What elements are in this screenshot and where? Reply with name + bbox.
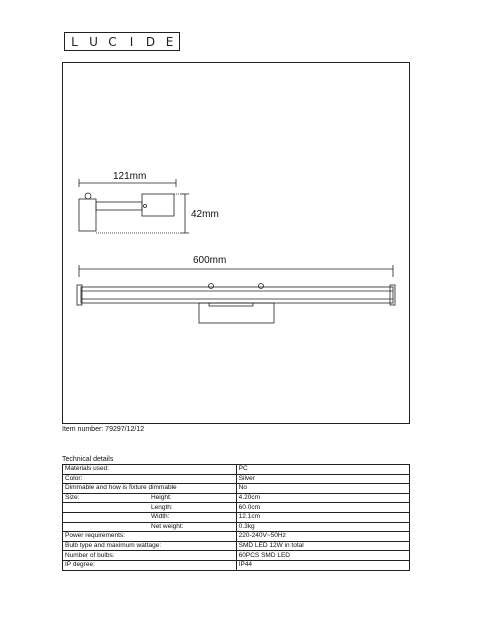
technical-drawing — [63, 63, 411, 425]
logo-letter: U — [89, 34, 98, 49]
lamp-bar — [81, 287, 393, 303]
lamp-head — [142, 194, 174, 216]
spec-label: Size: — [65, 494, 80, 502]
table-row — [63, 493, 410, 503]
table-row — [63, 512, 410, 522]
brand-logo — [64, 32, 180, 51]
spec-label: IP degree: — [63, 560, 237, 570]
spec-value: 60.0cm — [236, 503, 409, 513]
spec-value: 12.1cm — [236, 512, 409, 522]
logo-letter: E — [165, 34, 174, 49]
table-row — [63, 541, 410, 551]
dim-label-length: 600mm — [193, 255, 227, 266]
spec-value: 220-240V~50Hz — [236, 532, 409, 542]
dim-label-width: 121mm — [113, 171, 147, 182]
table-row — [63, 503, 410, 513]
arm — [96, 202, 142, 210]
technical-details-table — [62, 464, 410, 571]
spec-sublabel: Length: — [151, 503, 173, 511]
logo-letter: I — [129, 34, 134, 49]
spec-value: Silver — [236, 474, 409, 484]
spec-value: No — [236, 484, 409, 494]
table-row — [63, 522, 410, 532]
spec-sublabel: Width: — [151, 513, 170, 521]
spec-value: 60PCS SMD LED — [236, 551, 409, 561]
table-row — [63, 532, 410, 542]
logo-letter: C — [108, 34, 117, 49]
wall-plate — [79, 199, 96, 231]
logo-letter: L — [71, 34, 78, 49]
spec-sublabel: Height: — [151, 494, 172, 502]
logo-letter: D — [145, 34, 156, 49]
table-row — [63, 560, 410, 570]
table-row — [63, 484, 410, 494]
item-number: Item number: 79297/12/12 — [62, 426, 145, 433]
spec-label: Power requirements: — [63, 532, 237, 542]
spec-label — [65, 504, 151, 512]
table-row — [63, 474, 410, 484]
table-row — [63, 465, 410, 475]
spec-label — [65, 513, 151, 521]
spec-label — [65, 523, 151, 531]
spec-value: SMD LED 12W in total — [236, 541, 409, 551]
technical-drawing-frame — [62, 62, 410, 424]
spec-value: PC — [236, 465, 409, 475]
spec-value: IP44 — [236, 560, 409, 570]
spec-sublabel: Net weight: — [151, 522, 184, 530]
spec-label: Materials used: — [63, 465, 237, 475]
spec-label: Dimmable and how is fixture dimmable — [63, 484, 237, 494]
table-row — [63, 551, 410, 561]
spec-value: 4.20cm — [236, 493, 409, 503]
dim-label-height: 42mm — [191, 209, 219, 220]
technical-details-title: Technical details — [62, 456, 114, 463]
spec-label: Bulb type and maximum wattage: — [63, 541, 237, 551]
spec-label: Color: — [63, 474, 237, 484]
spec-value: 0.3kg — [236, 522, 409, 532]
spec-label: Number of bulbs: — [63, 551, 237, 561]
